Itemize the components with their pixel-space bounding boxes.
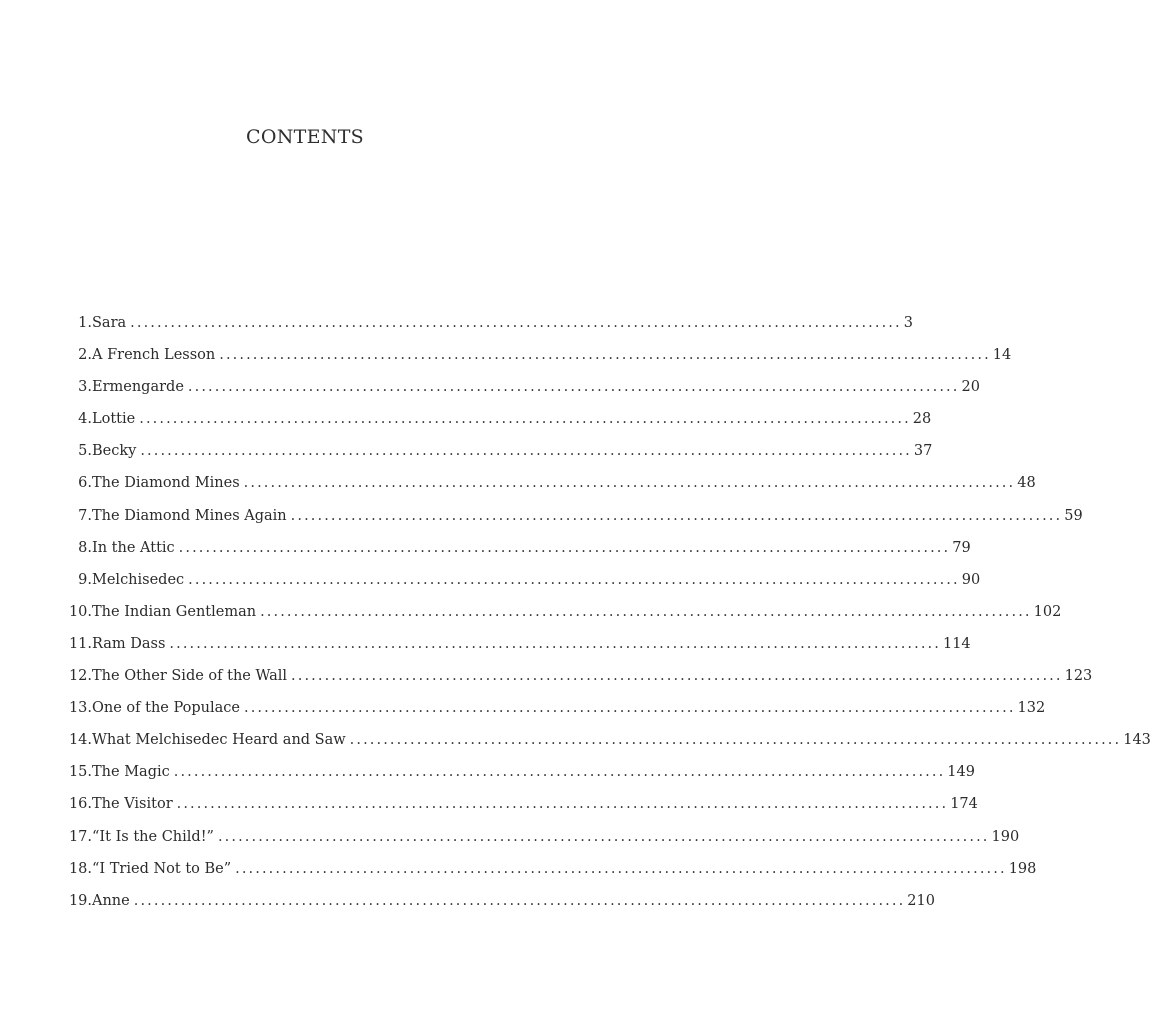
dot-leader: ................................................................................................................... — [188, 571, 960, 588]
chapter-number: 18. — [68, 860, 92, 877]
contents-heading: CONTENTS — [246, 126, 364, 148]
chapter-title: The Visitor — [92, 796, 173, 813]
chapter-title: The Diamond Mines Again — [92, 507, 287, 524]
toc-entry — [57, 536, 971, 568]
page-number: 20 — [961, 379, 980, 396]
dot-leader: ................................................................................................................... — [169, 635, 941, 652]
chapter-number: 3. — [78, 379, 92, 396]
dot-leader: ................................................................................................................... — [290, 507, 1063, 524]
dot-leader: ................................................................................................................... — [139, 411, 911, 428]
chapter-number: 1. — [78, 315, 92, 331]
chapter-number: 19. — [68, 892, 92, 909]
chapter-title: Lottie — [92, 411, 136, 428]
chapter-number: 10. — [68, 603, 92, 620]
page-number: 143 — [1123, 732, 1151, 749]
chapter-number: 6. — [78, 475, 92, 492]
chapter-title: Anne — [92, 892, 130, 909]
page-number: 28 — [912, 411, 932, 428]
chapter-number: 5. — [78, 443, 92, 460]
dot-leader: ................................................................................................................... — [173, 764, 946, 781]
dot-leader: ................................................................................................................... — [243, 475, 1016, 492]
page-number: 37 — [913, 443, 933, 460]
dot-leader: ................................................................................................................... — [243, 700, 1016, 717]
chapter-number: 15. — [68, 764, 92, 781]
page-number: 48 — [1017, 475, 1036, 492]
page-number: 79 — [952, 539, 971, 556]
dot-leader: ................................................................................................................... — [217, 828, 990, 845]
page-number: 102 — [1033, 603, 1062, 620]
chapter-number: 14. — [68, 732, 92, 749]
toc-entry — [57, 760, 975, 792]
dot-leader: ................................................................................................................... — [187, 379, 960, 396]
toc-entry — [57, 792, 978, 824]
chapter-number: 9. — [78, 571, 92, 588]
chapter-title: “It Is the Child!” — [92, 828, 214, 845]
chapter-title: In the Attic — [92, 539, 175, 556]
page-number: 90 — [961, 571, 981, 588]
chapter-title: The Indian Gentleman — [92, 603, 257, 620]
dot-leader: ................................................................................................................... — [235, 860, 1007, 877]
page-number: 149 — [947, 764, 975, 781]
chapter-number: 8. — [78, 539, 92, 556]
chapter-title: Melchisedec — [92, 571, 185, 588]
chapter-number: 16. — [68, 796, 92, 813]
dot-leader: ................................................................................................................... — [219, 347, 991, 364]
toc-entry — [57, 343, 1012, 375]
dot-leader: ................................................................................................................... — [176, 796, 949, 813]
dot-leader: ................................................................................................................... — [140, 443, 912, 460]
chapter-title: The Magic — [92, 764, 170, 781]
page-number: 59 — [1064, 507, 1083, 524]
toc-entry — [57, 664, 1093, 696]
dot-leader: ................................................................................................................... — [291, 668, 1063, 685]
page-number: 198 — [1008, 860, 1037, 877]
page-number: 14 — [992, 347, 1012, 364]
toc-entry — [57, 471, 1036, 503]
page-number: 210 — [907, 892, 935, 909]
chapter-number: 17. — [68, 828, 92, 845]
chapter-number: 11. — [68, 635, 92, 652]
dot-leader: ................................................................................................................... — [260, 603, 1032, 620]
page-number: 132 — [1017, 700, 1046, 717]
toc-entry — [57, 439, 933, 471]
toc-entry — [57, 407, 932, 439]
toc-entry — [57, 696, 1046, 728]
toc-entry — [57, 632, 971, 664]
dot-leader: ................................................................................................................... — [178, 539, 951, 556]
chapter-title: What Melchisedec Heard and Saw — [92, 732, 346, 749]
table-of-contents — [57, 311, 1151, 921]
page-number: 123 — [1064, 668, 1093, 685]
chapter-title: “I Tried Not to Be” — [92, 860, 232, 877]
page-number: 3 — [903, 315, 913, 331]
toc-entry — [57, 375, 980, 407]
toc-entry — [57, 311, 913, 343]
toc-entry — [57, 728, 1151, 760]
chapter-title: Ermengarde — [92, 379, 184, 396]
page-number: 114 — [942, 635, 971, 652]
chapter-title: The Other Side of the Wall — [92, 668, 288, 685]
dot-leader: ................................................................................................................... — [133, 892, 906, 909]
chapter-title: A French Lesson — [92, 347, 216, 364]
chapter-title: Becky — [92, 443, 137, 460]
chapter-number: 13. — [68, 700, 92, 717]
chapter-title: Sara — [92, 315, 127, 331]
toc-entry — [57, 504, 1083, 536]
chapter-number: 4. — [78, 411, 92, 428]
page-number: 174 — [950, 796, 978, 813]
chapter-number: 7. — [78, 507, 92, 524]
chapter-number: 2. — [78, 347, 92, 364]
dot-leader: ................................................................................................................... — [349, 732, 1122, 749]
dot-leader: ................................................................................................................... — [130, 315, 902, 331]
chapter-title: The Diamond Mines — [92, 475, 240, 492]
toc-entry — [57, 857, 1037, 889]
toc-entry — [57, 600, 1062, 632]
toc-entry — [57, 568, 981, 600]
chapter-number: 12. — [68, 668, 92, 685]
page-number: 190 — [991, 828, 1020, 845]
toc-entry — [57, 889, 935, 921]
toc-entry — [57, 825, 1020, 857]
chapter-title: Ram Dass — [92, 635, 166, 652]
chapter-title: One of the Populace — [92, 700, 240, 717]
